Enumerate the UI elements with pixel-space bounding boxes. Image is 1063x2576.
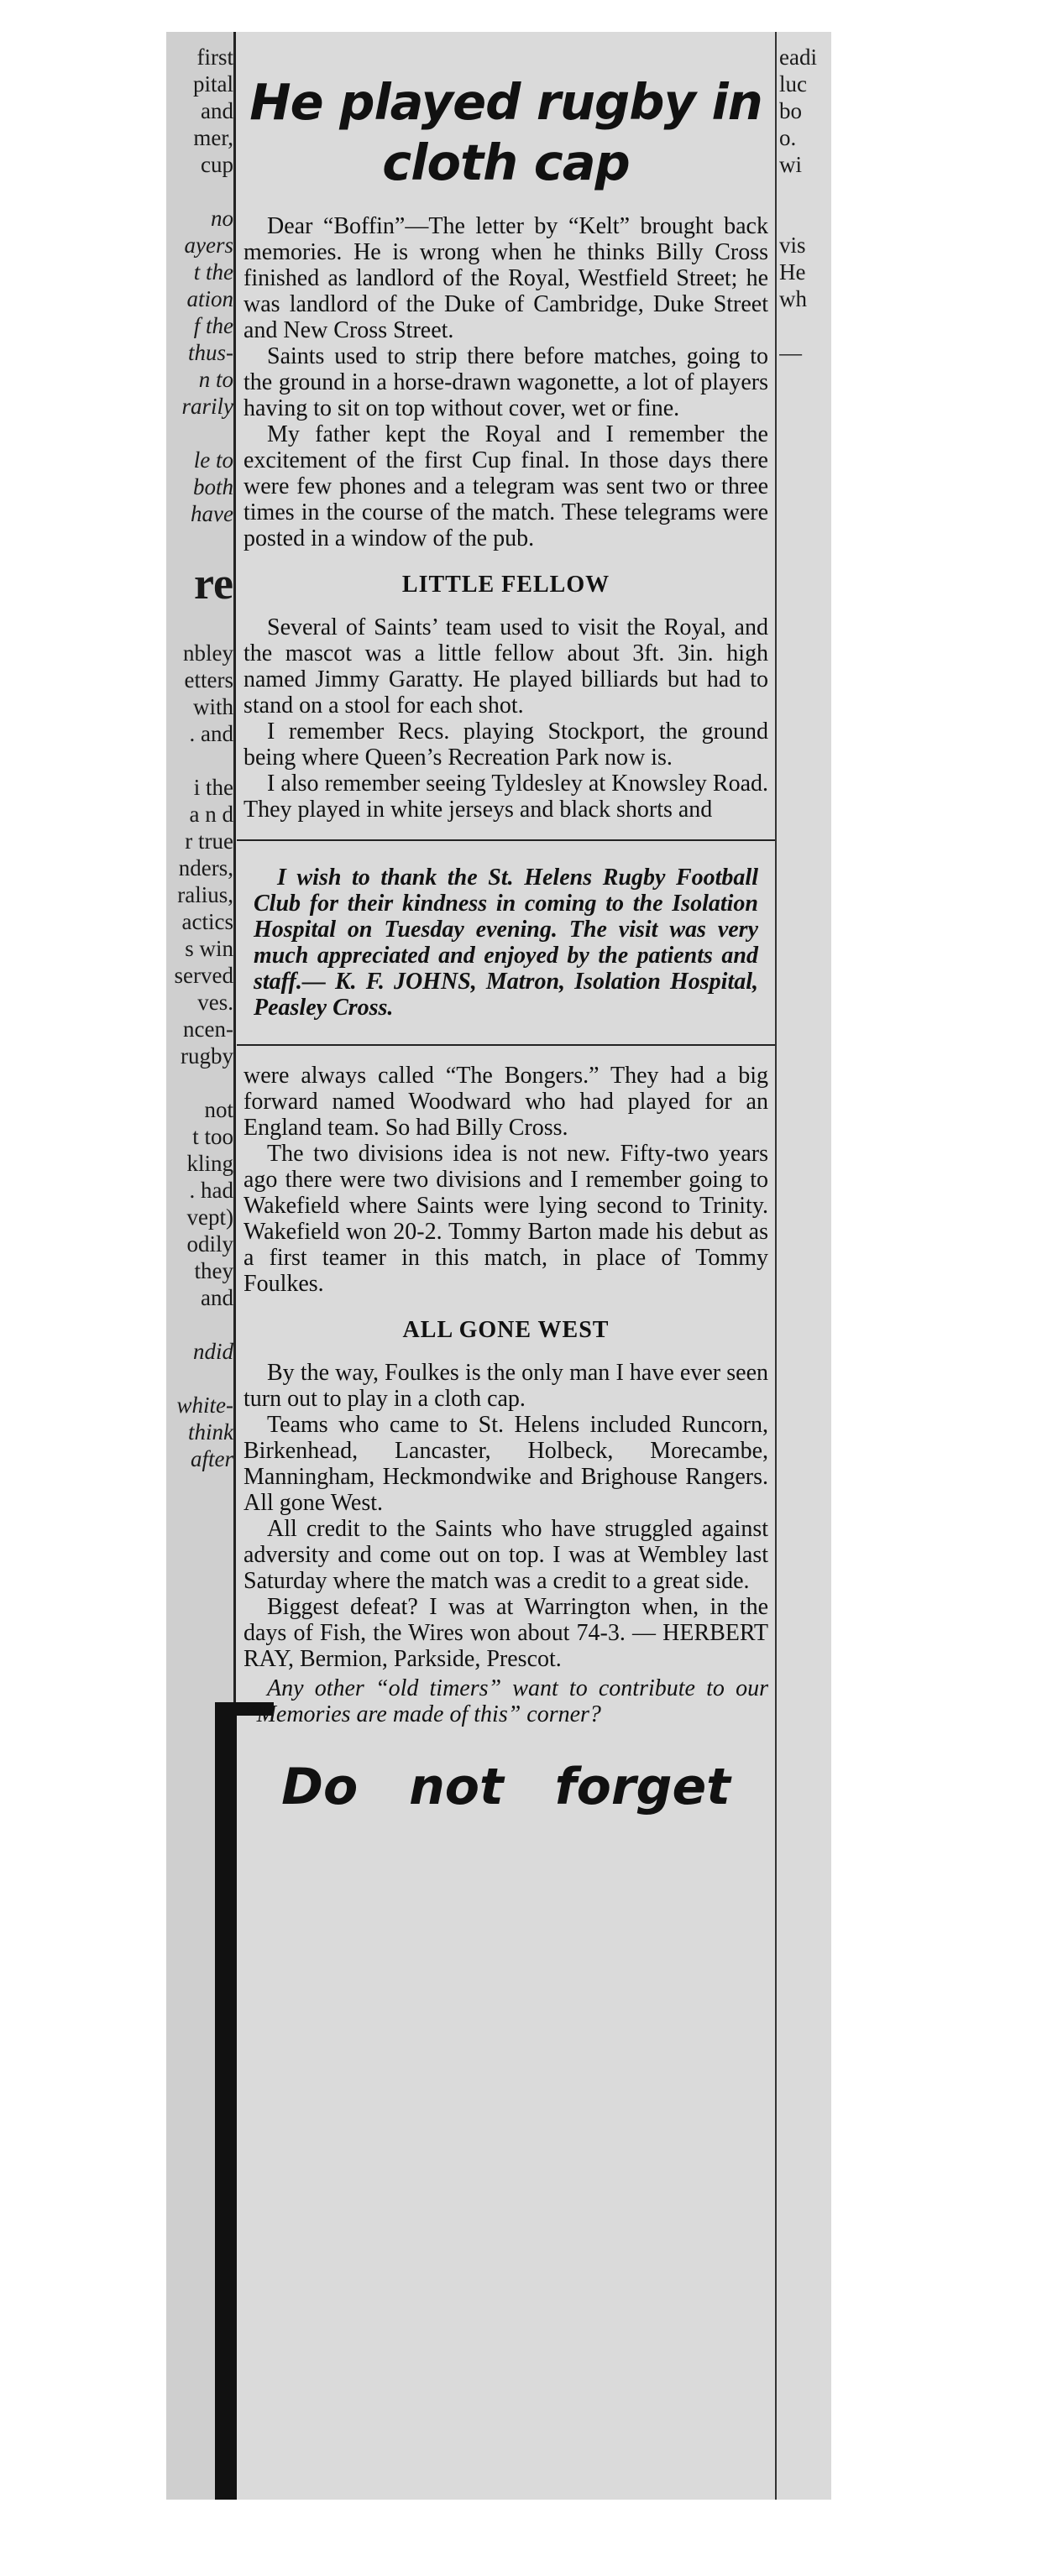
column-fragment-line: no [211,206,233,231]
column-fragment-line: with [192,694,233,719]
paragraph: My father kept the Royal and I remember the excitement of the first Cup final. In those days there were few phones and a telegram was sent two or three times in the course of the match. These telegrams were posted in a window of the pub. [243,421,768,551]
section-little-fellow [243,614,768,823]
column-fragment-line: . and [189,721,233,746]
column-fragment-line: vept) [186,1204,233,1230]
column-fragment-line: bo [779,98,802,123]
paragraph: Biggest defeat? I was at Warrington when, in the days of Fish, the Wires won about 74-3. — HERBERT RAY, Bermion, Parkside, Prescot. [243,1594,768,1672]
column-fragment-line: eadi [779,44,817,70]
column-fragment-line: re [194,558,233,609]
column-fragment-line: ayers [184,233,233,258]
footer-headline: Do not forget [281,1758,730,1816]
column-fragment-line: luc [779,71,807,97]
column-fragment-line: ation [186,286,233,311]
paragraph: I remember Recs. playing Stockport, the ground being where Queen’s Recreation Park now is. [243,718,768,771]
column-fragment-line [779,312,830,339]
border-bar [215,1702,237,2500]
column-fragment-line [170,747,233,774]
column-fragment-line: le to [193,447,233,473]
column-fragment-line: f the [193,313,233,338]
column-fragment-line: thus- [188,340,233,365]
column-fragment-line: served [174,963,233,988]
subhead-little-fellow: LITTLE FELLOW [401,572,610,598]
section-all-gone-west [243,1360,768,1672]
continued-section [243,1063,768,1297]
column-fragment-line: r true [185,828,233,854]
paragraph: Saints used to strip there before matches, going to the ground in a horse-drawn wagonette, a lot of players having to sit on top without cover, wet or fine. [243,343,768,421]
column-fragment-line [170,420,233,447]
column-fragment-line: n to [198,367,233,392]
column-fragment-line: odily [186,1231,233,1257]
paragraph: Teams who came to St. Helens included Runcorn, Birkenhead, Lancaster, Holbeck, Morecambe, Manningham, Heckmondwike and Brighouse Rangers. All gone West. [243,1412,768,1516]
column-fragment-line: nbley [183,640,233,666]
column-fragment-line: ralius, [177,882,233,907]
column-fragment-line: o. [779,125,797,150]
column-fragment-line: kling [186,1151,233,1176]
column-fragment-line: He [779,259,806,285]
paragraph: By the way, Foulkes is the only man I have ever seen turn out to play in a cloth cap. [243,1360,768,1412]
column-fragment-line: not [204,1097,233,1122]
column-fragment-line: i the [193,775,233,800]
column-fragment-line: nders, [178,855,233,880]
column-fragment-line: after [191,1446,233,1471]
column-fragment-line: etters [184,667,233,692]
column-fragment-line [170,1069,233,1096]
column-fragment-line: vis [779,233,806,258]
left-column-fragments [170,44,233,1472]
column-fragment-line: wi [779,152,802,177]
column-fragment-line [779,205,830,232]
column-fragment-line: white- [176,1393,233,1418]
paragraph: Dear “Boffin”—The letter by “Kelt” brought back memories. He is wrong when he thinks Billy Cross finished as landlord of the Royal, Westfield Street; he was landlord of the Duke of Cambridge, Duke Street and New Cross Street. [243,213,768,343]
column-fragment-line [170,1365,233,1392]
column-fragment-line: ves. [197,990,233,1015]
editor-note-text: Any other “old timers” want to contribute to our “Memories are made of this” corner? [243,1675,768,1727]
column-fragment-line: rugby [181,1043,233,1069]
paragraph: The two divisions idea is not new. Fifty-two years ago there were two divisions and I remember going to Wakefield where Saints were lying second to Trinity. Wakefield won 20-2. Tommy Barton made his debut as a first teamer in this match, in place of Tommy Foulkes. [243,1141,768,1297]
column-fragment-line: ndid [192,1339,233,1364]
paragraph: All credit to the Saints who have struggled against adversity and come out on top. I was at Wembley last Saturday where the match was a credit to a great side. [243,1516,768,1594]
paragraph: were always called “The Bongers.” They had a big forward named Woodward who had played for an England team. So had Billy Cross. [243,1063,768,1141]
paragraph: Several of Saints’ team used to visit the Royal, and the mascot was a little fellow about 3ft. 3in. high named Jimmy Garatty. He played billiards but had to stand on a stool for each shot. [243,614,768,718]
column-fragment-line [779,178,830,205]
boxed-notice [237,839,775,1046]
column-fragment-line: rarily [181,394,233,419]
column-fragment-line: t the [193,259,233,285]
right-column-fragments [779,44,830,366]
column-fragment-line: a n d [189,802,233,827]
notice-text: I wish to thank the St. Helens Rugby Football Club for their kindness in coming to the Isolation Hospital on Tuesday evening. The visit was very much appreciated and enjoyed by the patients and staff.— K. F. JOHNS, Matron, Isolation Hospital, Peasley Cross. [254,865,758,1021]
column-fragment-line: think [188,1419,233,1445]
paragraph: I also remember seeing Tyldesley at Knowsley Road. They played in white jerseys and black shorts and [243,771,768,823]
subhead-all-gone-west: ALL GONE WEST [402,1317,610,1343]
article [243,49,768,1816]
column-fragment-line [170,613,233,640]
column-fragment-line: first [196,44,233,70]
column-fragment-line: s win [185,936,233,961]
column-fragment-line: they [194,1258,233,1283]
column-fragment-line: mer, [193,125,233,150]
column-fragment-line: wh [779,286,807,311]
headline: He played rugby in cloth cap [249,73,762,191]
newspaper-clipping [166,32,831,2500]
intro-section [243,213,768,551]
column-fragment-line: t too [192,1124,233,1149]
column-fragment-line [170,527,233,554]
column-fragment-line: and [201,98,233,123]
column-fragment-line: actics [181,909,233,934]
column-rule-right [775,32,777,2500]
editor-note [243,1675,768,1727]
column-fragment-line: ncen- [183,1016,233,1042]
column-fragment-line: pital [193,71,233,97]
column-fragment-line: have [191,501,233,526]
column-fragment-line [170,1311,233,1338]
column-fragment-line: cup [201,152,233,177]
column-fragment-line [170,178,233,205]
column-fragment-line: . had [189,1178,233,1203]
column-fragment-line: and [201,1285,233,1310]
column-fragment-line: — [779,340,802,365]
column-fragment-line: both [192,474,233,499]
